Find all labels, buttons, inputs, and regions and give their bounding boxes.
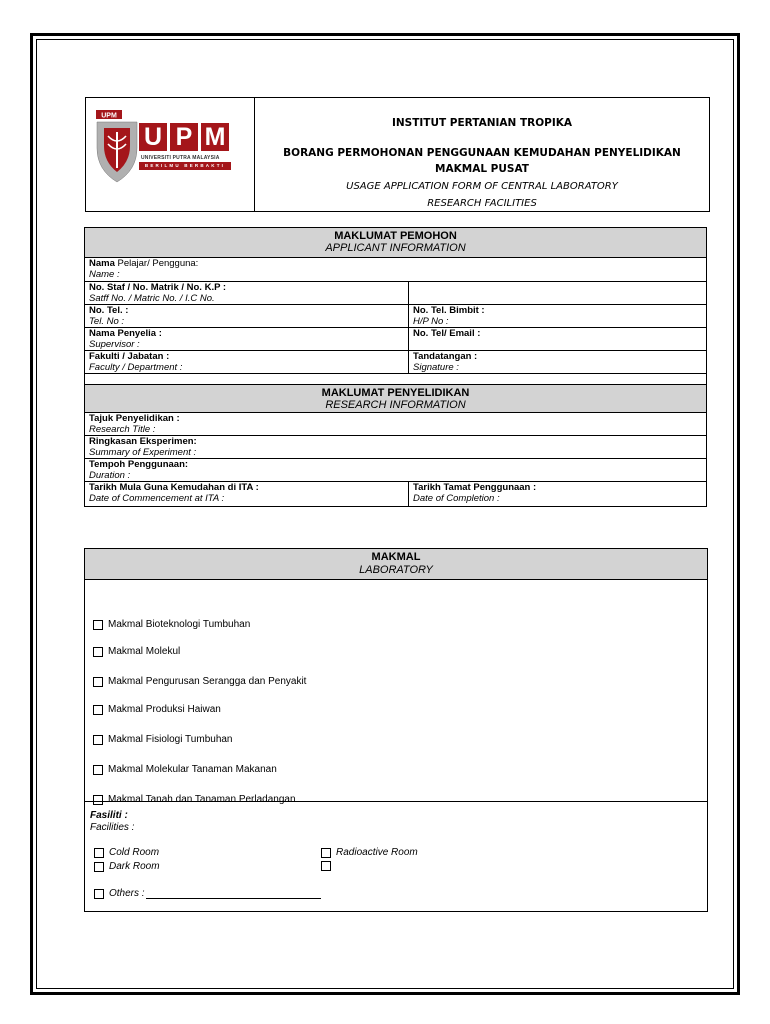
start-date-label bbox=[89, 482, 404, 493]
email-label bbox=[413, 328, 702, 339]
research-title-label-ms: Tajuk Penyelidikan : bbox=[89, 413, 180, 424]
summary-label-en: Summary of Experiment : bbox=[89, 447, 197, 458]
section-spacer bbox=[85, 374, 706, 385]
duration-label-ms: Tempoh Penggunaan: bbox=[89, 459, 189, 470]
checkbox[interactable] bbox=[93, 677, 103, 687]
logo-letter: M bbox=[201, 123, 229, 151]
tel-label-ms: No. Tel. : bbox=[89, 305, 129, 316]
institute-name: INSTITUT PERTANIAN TROPIKA bbox=[391, 117, 573, 129]
radioactive-room-label: Radioactive Room bbox=[336, 847, 418, 858]
others-label: Others : bbox=[109, 888, 145, 899]
research-title-label bbox=[89, 413, 702, 424]
email-field[interactable] bbox=[409, 328, 706, 350]
facilities-section bbox=[85, 802, 707, 912]
blank-facility-option[interactable] bbox=[321, 861, 336, 871]
lab-option-label: Makmal Molekular Tanaman Makanan bbox=[108, 764, 277, 775]
applicant-name-field[interactable] bbox=[85, 258, 706, 281]
checkbox[interactable] bbox=[94, 848, 104, 858]
checkbox[interactable] bbox=[93, 620, 103, 630]
summary-label bbox=[89, 436, 702, 447]
name-label-bold: Nama bbox=[89, 258, 115, 269]
checkbox[interactable] bbox=[93, 647, 103, 657]
faculty-label bbox=[89, 351, 404, 362]
logo-letter: P bbox=[170, 123, 198, 151]
duration-label-en: Duration : bbox=[89, 470, 131, 481]
cold-room-option[interactable] bbox=[94, 847, 159, 858]
hp-label bbox=[413, 305, 702, 316]
checkbox[interactable] bbox=[94, 889, 104, 899]
supervisor-label bbox=[89, 328, 404, 339]
summary-row bbox=[85, 436, 706, 459]
start-date-label-en: Date of Commencement at ITA : bbox=[89, 493, 225, 504]
lab-option-label: Makmal Molekul bbox=[108, 646, 181, 657]
checkbox[interactable] bbox=[93, 735, 103, 745]
duration-row bbox=[85, 459, 706, 482]
staff-no-blank bbox=[409, 282, 706, 304]
lab-option[interactable] bbox=[93, 704, 221, 715]
research-title-field[interactable] bbox=[85, 413, 706, 435]
applicant-heading-en: APPLICANT INFORMATION bbox=[325, 242, 466, 254]
tel-field[interactable] bbox=[85, 305, 409, 327]
start-date-field[interactable] bbox=[85, 482, 409, 506]
form-title-ms bbox=[255, 145, 709, 177]
lab-option-label: Makmal Produksi Haiwan bbox=[108, 704, 221, 715]
lab-option[interactable] bbox=[93, 676, 306, 687]
faculty-label-ms: Fakulti / Jabatan : bbox=[89, 351, 170, 362]
staff-no-field[interactable] bbox=[85, 282, 409, 304]
checkbox[interactable] bbox=[94, 862, 104, 872]
staff-no-label-en: Satff No. / Matric No. / I.C No. bbox=[89, 293, 215, 304]
laboratory-heading-ms: MAKMAL bbox=[371, 551, 421, 563]
dates-row bbox=[85, 482, 706, 506]
svg-text:UPM: UPM bbox=[101, 112, 117, 120]
staff-no-label bbox=[89, 282, 404, 293]
hp-label-en: H/P No : bbox=[413, 316, 449, 327]
staff-no-row bbox=[85, 282, 706, 305]
logo-motto: BERILMU BERBAKTI bbox=[139, 162, 231, 170]
radioactive-room-option[interactable] bbox=[321, 847, 418, 858]
facilities-label-ms: Fasiliti : bbox=[90, 810, 128, 821]
checkbox[interactable] bbox=[321, 848, 331, 858]
title-cell bbox=[255, 98, 709, 211]
laboratory-heading-en: LABORATORY bbox=[359, 564, 433, 576]
name-label-en: Name : bbox=[89, 269, 120, 280]
signature-label-en: Signature : bbox=[413, 362, 459, 373]
applicant-name-row[interactable] bbox=[85, 258, 706, 282]
lab-option-label: Makmal Fisiologi Tumbuhan bbox=[108, 734, 233, 745]
laboratory-table bbox=[84, 548, 708, 912]
faculty-label-en: Faculty / Department : bbox=[89, 362, 183, 373]
research-title-row bbox=[85, 413, 706, 436]
logo-letter: U bbox=[139, 123, 167, 151]
hp-field[interactable] bbox=[409, 305, 706, 327]
laboratory-list bbox=[85, 580, 707, 805]
end-date-label-en: Date of Completion : bbox=[413, 493, 500, 504]
logo-university-name: UNIVERSITI PUTRA MALAYSIA bbox=[141, 155, 220, 161]
research-heading-en: RESEARCH INFORMATION bbox=[325, 399, 466, 411]
lab-option[interactable] bbox=[93, 646, 180, 657]
faculty-field[interactable] bbox=[85, 351, 409, 373]
lab-option-label: Makmal Tanah dan Tanaman Perladangan bbox=[108, 794, 296, 805]
tel-label bbox=[89, 305, 404, 316]
lab-option[interactable] bbox=[93, 619, 250, 630]
checkbox[interactable] bbox=[321, 861, 331, 871]
form-title-en-line2: RESEARCH FACILITIES bbox=[427, 198, 537, 209]
supervisor-label-ms: Nama Penyelia : bbox=[89, 328, 162, 339]
duration-field[interactable] bbox=[85, 459, 706, 481]
form-header bbox=[85, 97, 710, 212]
end-date-label-ms: Tarikh Tamat Penggunaan : bbox=[413, 482, 537, 493]
tel-row bbox=[85, 305, 706, 328]
cold-room-label: Cold Room bbox=[109, 847, 160, 858]
tel-label-en: Tel. No : bbox=[89, 316, 125, 327]
name-label-rest: Pelajar/ Pengguna: bbox=[114, 258, 199, 269]
research-title-label-en: Research Title : bbox=[89, 424, 156, 435]
duration-label bbox=[89, 459, 702, 470]
form-title-ms-line1: BORANG PERMOHONAN PENGGUNAAN KEMUDAHAN PENYELIDIKAN bbox=[283, 147, 681, 159]
lab-option[interactable] bbox=[93, 734, 233, 745]
email-label-ms: No. Tel/ Email : bbox=[413, 328, 481, 339]
start-date-label-ms: Tarikh Mula Guna Kemudahan di ITA : bbox=[89, 482, 259, 493]
signature-label-ms: Tandatangan : bbox=[413, 351, 478, 362]
staff-no-label-ms: No. Staf / No. Matrik / No. K.P : bbox=[89, 282, 227, 293]
supervisor-row bbox=[85, 328, 706, 351]
applicant-research-table bbox=[84, 227, 707, 507]
form-title-en-line1: USAGE APPLICATION FORM OF CENTRAL LABORATORY bbox=[346, 181, 618, 192]
faculty-row bbox=[85, 351, 706, 374]
end-date-field[interactable] bbox=[409, 482, 706, 506]
supervisor-field[interactable] bbox=[85, 328, 409, 350]
dark-room-option[interactable] bbox=[94, 861, 160, 872]
applicant-heading bbox=[85, 228, 706, 258]
facilities-label-en: Facilities : bbox=[90, 822, 135, 833]
checkbox[interactable] bbox=[93, 765, 103, 775]
lab-option-label: Makmal Bioteknologi Tumbuhan bbox=[108, 619, 251, 630]
end-date-label bbox=[413, 482, 702, 493]
form-title-en bbox=[255, 178, 709, 212]
lab-option[interactable] bbox=[93, 764, 277, 775]
research-heading bbox=[85, 385, 706, 413]
name-label bbox=[89, 258, 702, 269]
hp-label-ms: No. Tel. Bimbit : bbox=[413, 305, 485, 316]
summary-label-ms: Ringkasan Eksperimen: bbox=[89, 436, 197, 447]
lab-option-label: Makmal Pengurusan Serangga dan Penyakit bbox=[108, 676, 307, 687]
applicant-heading-ms: MAKLUMAT PEMOHON bbox=[334, 230, 457, 242]
form-title-ms-line2: MAKMAL PUSAT bbox=[435, 163, 529, 175]
logo-cell bbox=[86, 98, 255, 211]
signature-field[interactable] bbox=[409, 351, 706, 373]
laboratory-heading bbox=[85, 549, 707, 580]
others-input-line[interactable] bbox=[146, 889, 321, 899]
summary-field[interactable] bbox=[85, 436, 706, 458]
checkbox[interactable] bbox=[93, 705, 103, 715]
others-option[interactable] bbox=[94, 888, 321, 899]
supervisor-label-en: Supervisor : bbox=[89, 339, 140, 350]
signature-label bbox=[413, 351, 702, 362]
upm-wordmark bbox=[139, 123, 229, 151]
upm-shield-logo bbox=[94, 110, 140, 185]
research-heading-ms: MAKLUMAT PENYELIDIKAN bbox=[321, 387, 470, 399]
dark-room-label: Dark Room bbox=[109, 861, 160, 872]
